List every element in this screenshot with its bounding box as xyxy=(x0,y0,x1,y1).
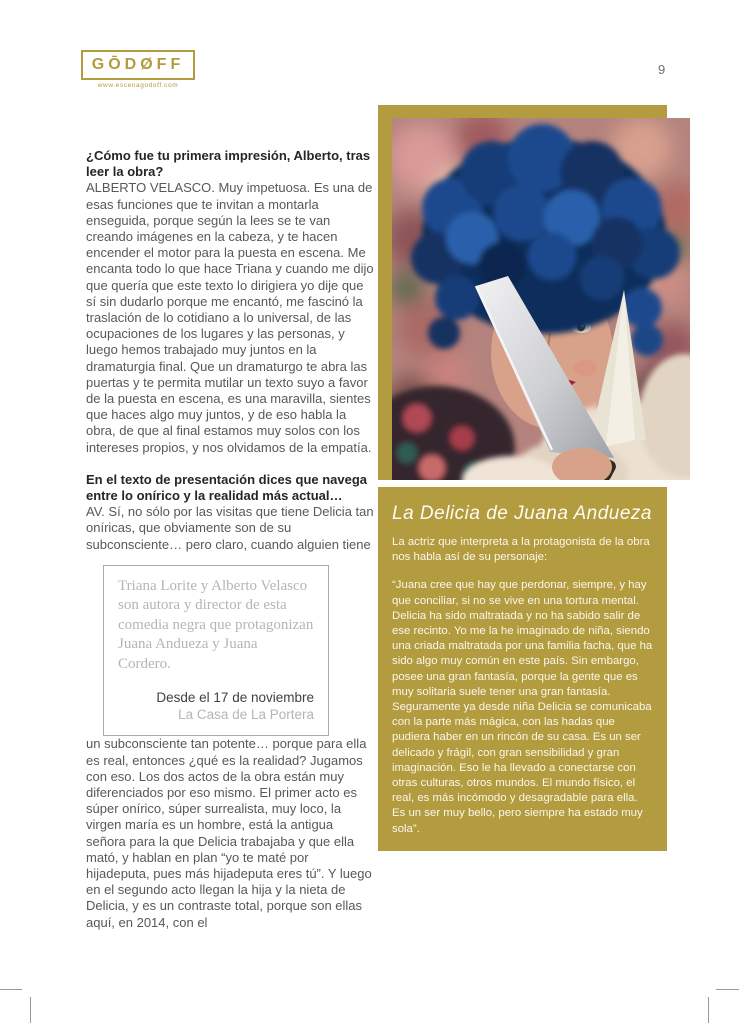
crop-mark-bottom-left-vertical xyxy=(30,997,31,1023)
godoff-logo-icon xyxy=(81,50,195,80)
logo xyxy=(78,50,198,89)
portrait-photo xyxy=(392,118,690,480)
interview-question-1: ¿Cómo fue tu primera impresión, Alberto, tras leer la obra? xyxy=(86,148,371,180)
interview-answer-2b: un subconsciente tan potente… porque para ella es real, entonces ¿qué es la realidad? Jugamos con eso. Los dos actos de la obra están muy diferenciados por eso mismo. El primer acto es súper onírico, súper surrealista, muy loco, la virgen maría es un hombre, está la antigua señora para la que Delicia trabajaba y que ella mató, y hablan en plan “yo te maté por hijadeputa, pues más hijadeputa eres tú”. Y luego en el segundo acto llegan la hija y la nieta de Delicia, y es un contraste total, porque son ellas aquí, en 2014, con el xyxy=(86,736,372,930)
pull-quote-venue: La Casa de La Portera xyxy=(178,707,314,723)
feature-intro: La actriz que interpreta a la protagonista de la obra nos habla así de su personaje: xyxy=(392,536,650,564)
page-number: 9 xyxy=(658,62,666,77)
feature-quote: “Juana cree que hay que perdonar, siempre, y hay que conciliar, si no se vive en una tortura mental. Delicia ha sido maltratada y no ha sabido salir de ese recinto. Yo me la he imaginado de niña, siendo una criada maltratada por una familia facha, que ha sido algo muy común en este país. Sin embargo, posee una gran fantasía, porque la gente que es muy solitaria suele tener una gran fantasía. Seguramente ya desde niña Delicia se comunicaba con la parte más mágica, con las hadas que pudiera haber en un rincón de su casa. Es un ser delicado y frágil, con gran sensibilidad y gran imaginación. Eso le ha llevado a conectarse con otras culturas, otros mundos. El mundo físico, el real, es más incómodo y desagradable para ella. Es un ser muy bello, pero siempre ha estado muy sola”. xyxy=(392,579,653,835)
crop-mark-bottom-left-horizontal xyxy=(0,989,22,990)
interview-answer-1: ALBERTO VELASCO. Muy impetuosa. Es una de esas funciones que te invitan a montarla enseguida, porque según la lees se te van creando imágenes en la cabeza, y te hacen encender el motor para la puesta en escena. Me encanta todo lo que hace Triana y cuando me dijo que quería que este texto lo dirigiera yo dije que sí sin dudarlo porque me encantó, me fascinó la traslación de lo cotidiano a lo universal, de las ocupaciones de los lugares y las personas, y luego hemos trabajado muy juntos en la dramaturgia final. Que un dramaturgo te abra las puertas y te permita mutilar un texto suyo a favor de la puesta en escena, es una maravilla, sientes que haces algo muy juntos, y de eso habla la obra, de que al final estamos muy solos con los intereses propios, y nos olvidamos de la empatía. xyxy=(86,180,374,455)
feature-title: La Delicia de Juana Andueza xyxy=(392,503,652,524)
crop-mark-bottom-right-vertical xyxy=(708,997,709,1023)
feature-box xyxy=(378,487,667,851)
logo-url: www.escenagodoff.com xyxy=(97,82,179,90)
pull-quote-box xyxy=(103,565,329,737)
interview-question-2: En el texto de presentación dices que navega entre lo onírico y la realidad más actual… xyxy=(86,471,368,504)
article-column xyxy=(86,148,374,931)
logo-text: GŌDØFF xyxy=(91,56,185,73)
interview-answer-2a: AV. Sí, no sólo por las visitas que tiene Delicia tan oníricas, que obviamente son de su subconsciente… pero claro, cuando alguien tiene xyxy=(86,504,374,552)
pull-quote-date: Desde el 17 de noviembre xyxy=(156,690,314,706)
pull-quote-text: Triana Lorite y Alberto Velasco son autora y director de esta comedia negra que protagonizan Juana Andueza y Juana Cordero. xyxy=(118,577,314,672)
crop-mark-bottom-right-horizontal xyxy=(716,989,739,990)
